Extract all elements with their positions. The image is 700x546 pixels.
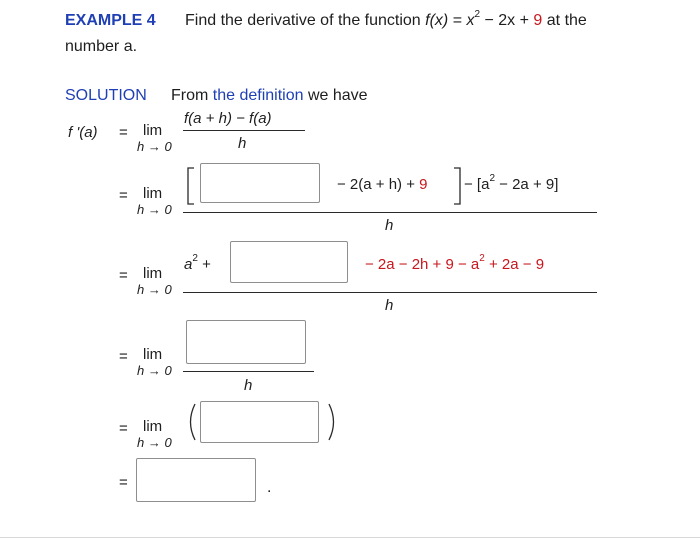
step3-red-tail: + 2a − 9 [484,256,545,273]
open-bracket-icon [185,166,197,206]
step1-numerator: f(a + h) − f(a) [184,110,272,127]
we-have-text: we have [303,87,368,104]
eq-symbol: = [448,12,467,29]
lim-1: lim [143,122,163,139]
step3-plus: + [197,256,211,273]
step3-a: a [184,256,193,273]
step4-denominator: h [244,377,253,394]
step5-answer-box[interactable] [200,401,319,443]
fx-symbol: f(x) [425,12,449,29]
x-symbol: x [466,12,475,29]
final-period: . [267,479,272,496]
solution-line [65,87,147,105]
lim-sub-1: h → 0 [137,139,172,154]
problem-statement [185,9,587,30]
equals-sign-6: = [119,474,128,491]
bottom-divider [0,537,700,538]
problem-text-pre: Find the derivative of the function [185,12,426,29]
step2-tail: − 2a + 9] [495,176,559,193]
step2-nine: 9 [419,176,428,193]
lim-sub-5: h → 0 [137,435,172,450]
solution-text [171,87,368,105]
step2-denominator: h [385,217,394,234]
fraction-bar-1 [183,130,305,131]
from-text: From [171,87,213,104]
lim-2: lim [143,185,163,202]
step3-red-text [365,253,545,273]
step3-denominator: h [385,297,394,314]
equals-sign-2: = [119,187,128,204]
fraction-bar-2 [183,212,597,213]
constant-nine: 9 [533,12,543,29]
final-answer-box[interactable] [136,458,256,502]
step2-tail-text [464,173,559,193]
step3-a2-term [184,253,211,273]
fraction-bar-3 [183,292,597,293]
step2-exponent: 2 [489,173,495,184]
step3-exponent: 2 [192,253,198,264]
lim-sub-2: h → 0 [137,202,172,217]
definition-link[interactable]: the definition [212,87,304,104]
fprime-a: f '(a) [68,124,98,141]
lim-3: lim [143,265,163,282]
close-bracket-icon [451,166,463,206]
equals-sign-1: = [119,124,128,141]
step2-end: − [a [464,176,490,193]
solution-label: SOLUTION [65,87,147,104]
problem-text-post: at the [542,12,587,29]
step3-red-main: − 2a − 2h + 9 − a [365,256,480,273]
equals-sign-5: = [119,420,128,437]
lim-5: lim [143,418,163,435]
step1-denominator: h [238,135,247,152]
example-header [65,12,156,30]
step3-answer-box[interactable] [230,241,348,283]
lim-4: lim [143,346,163,363]
lim-sub-4: h → 0 [137,363,172,378]
equals-sign-4: = [119,348,128,365]
step2-mid: − 2(a + h) + [337,176,420,193]
problem-line-2: number a. [65,38,138,55]
step3-red-exponent: 2 [479,253,485,264]
fraction-bar-4 [183,371,314,372]
step2-numerator-text [337,176,427,193]
equals-sign-3: = [119,267,128,284]
minus-term: − 2x + [480,12,534,29]
example-label: EXAMPLE 4 [65,12,156,29]
step4-answer-box[interactable] [186,320,306,364]
close-paren-icon [326,402,340,442]
lim-sub-3: h → 0 [137,282,172,297]
step2-answer-box[interactable] [200,163,320,203]
x-exponent: 2 [474,9,481,20]
open-paren-icon [184,402,198,442]
